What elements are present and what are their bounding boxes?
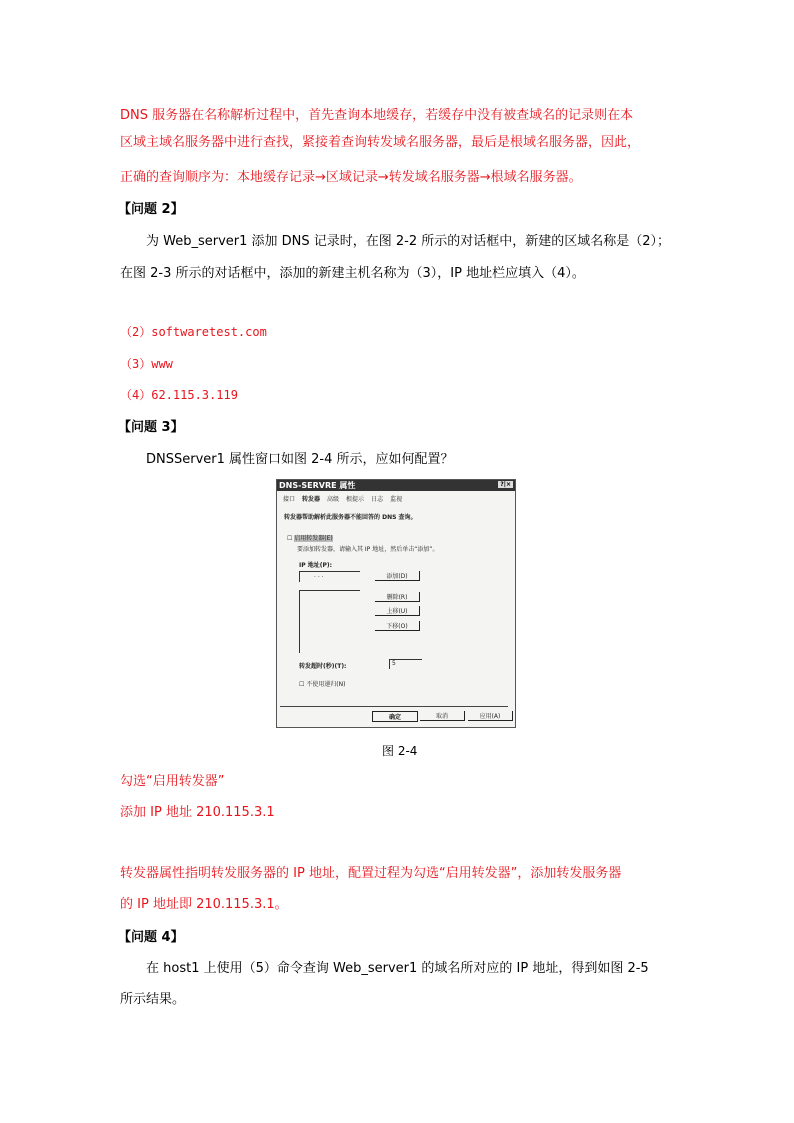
ip-address-label: IP 地址(P): — [299, 562, 333, 569]
answer-4: （4）62.115.3.119 — [120, 388, 238, 402]
forwarder-description: 转发器帮助解析此服务器不能回答的 DNS 查询。 — [284, 514, 417, 521]
dialog-divider — [280, 706, 508, 707]
question-4-heading: 【问题 4】 — [118, 930, 184, 945]
dialog-title-bar — [277, 480, 515, 491]
cancel-button: 取消 — [420, 711, 465, 721]
explanation-line: 正确的查询顺序为：本地缓存记录→区域记录→转发域名服务器→根域名服务器。 — [120, 170, 582, 185]
ok-button: 确定 — [372, 711, 418, 722]
ip-address-value: . . . — [314, 572, 324, 579]
enable-forwarders-checkbox: ☐ 启用转发器(E) — [287, 535, 333, 542]
enable-forwarders-label: 启用转发器(E) — [294, 535, 333, 542]
answer-3: （3）www — [120, 357, 173, 371]
answer-q3: 勾选“启用转发器” — [120, 774, 225, 789]
answer-q3: 添加 IP 地址 210.115.3.1 — [120, 805, 275, 820]
question-2-text: 为 Web_server1 添加 DNS 记录时，在图 2-2 所示的对话框中，新建的区域名称是（2）； — [146, 234, 671, 249]
tab-root-hints: 根提示 — [346, 496, 365, 503]
move-down-button: 下移(O) — [375, 621, 420, 631]
no-recursion-checkbox: ☐ 不使用递归(N) — [299, 681, 346, 688]
explanation-line: 转发器属性指明转发服务器的 IP 地址，配置过程为勾选“启用转发器”，添加转发服务器 — [120, 866, 622, 881]
figure-caption: 图 2-4 — [382, 744, 418, 758]
dialog-tabs — [277, 491, 515, 506]
explanation-line: 的 IP 地址即 210.115.3.1。 — [120, 897, 288, 912]
forwarder-hint: 要添加转发器，请输入其 IP 地址，然后单击“添加”。 — [297, 546, 439, 553]
explanation-line: 区域主域名服务器中进行查找，紧接着查询转发域名服务器，最后是根域名服务器，因此， — [120, 135, 641, 150]
explanation-line: DNS 服务器在名称解析过程中，首先查询本地缓存，若缓存中没有被查域名的记录则在本 — [120, 108, 634, 123]
question-3-text: DNSServer1 属性窗口如图 2-4 所示，应如何配置？ — [146, 452, 454, 467]
timeout-label: 转发超时(秒)(T): — [299, 663, 347, 670]
question-3-heading: 【问题 3】 — [118, 420, 184, 435]
forwarder-list — [299, 590, 360, 653]
tab-logging: 日志 — [371, 496, 384, 503]
timeout-input: 5 — [389, 659, 422, 669]
ip-address-input — [299, 571, 360, 582]
dns-properties-figure — [276, 479, 516, 728]
question-4-text: 在 host1 上使用（5）命令查询 Web_server1 的域名所对应的 IP 地址，得到如图 2-5 — [146, 961, 649, 976]
add-button: 添加(D) — [375, 571, 420, 581]
remove-button: 删除(R) — [375, 592, 420, 602]
dialog-title: DNS-SERVRE 属性 — [279, 481, 356, 490]
tab-interface: 接口 — [283, 496, 296, 503]
question-2-heading: 【问题 2】 — [118, 202, 184, 217]
move-up-button: 上移(U) — [375, 606, 420, 616]
tab-advanced: 高级 — [327, 496, 340, 503]
no-recursion-label: 不使用递归(N) — [306, 681, 346, 688]
help-close-icon: ?|× — [500, 481, 511, 488]
question-4-text: 所示结果。 — [120, 992, 186, 1007]
answer-2: （2）softwaretest.com — [120, 325, 267, 339]
tab-forwarders: 转发器 — [302, 496, 321, 503]
question-2-text: 在图 2-3 所示的对话框中，添加的新建主机名称为（3），IP 地址栏应填入（4）。 — [120, 266, 585, 281]
apply-button: 应用(A) — [468, 711, 513, 721]
tab-monitoring: 监视 — [390, 496, 403, 503]
